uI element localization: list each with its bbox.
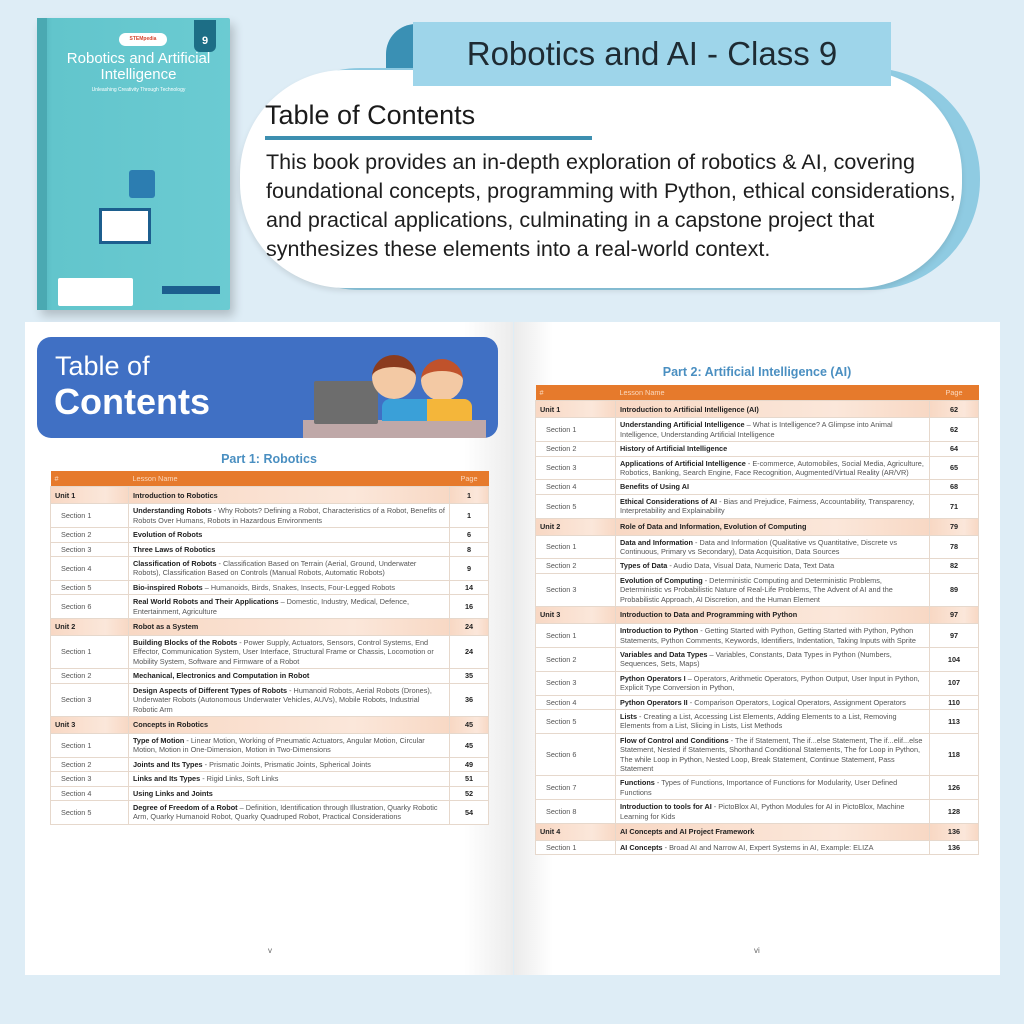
lesson-cell xyxy=(129,716,450,733)
lesson-topics: – Humanoids, Birds, Snakes, Insects, Four-Legged Robots xyxy=(202,582,395,592)
lesson-title: Evolution of Robots xyxy=(133,530,203,540)
lesson-cell xyxy=(129,733,450,757)
page-number: 35 xyxy=(450,669,489,683)
lesson-title: Classification of Robots xyxy=(133,559,217,569)
cover-includes-box xyxy=(58,278,133,306)
page-number-right: vi xyxy=(754,946,760,955)
page-number: 126 xyxy=(930,776,979,800)
section-row xyxy=(536,733,979,776)
row-number: Unit 3 xyxy=(536,607,616,624)
lesson-cell xyxy=(129,557,450,581)
lesson-topics: - Comparison Operators, Logical Operators, Assignment Operators xyxy=(687,697,906,707)
section-row xyxy=(51,595,489,619)
table-header-row xyxy=(51,471,489,487)
lesson-cell xyxy=(129,772,450,786)
section-row xyxy=(51,528,489,542)
lesson-cell xyxy=(129,669,450,683)
section-row xyxy=(536,695,979,709)
lesson-cell xyxy=(616,695,930,709)
column-header-page: Page xyxy=(450,471,489,487)
row-number: Unit 1 xyxy=(536,401,616,418)
row-number: Section 3 xyxy=(536,671,616,695)
page-number: 68 xyxy=(930,480,979,494)
lesson-title: Applications of Artificial Intelligence xyxy=(620,458,746,468)
column-header-lesson: Lesson Name xyxy=(616,385,930,401)
toc-header-box xyxy=(37,337,498,438)
part-2-title: Part 2: Artificial Intelligence (AI) xyxy=(662,365,852,379)
lesson-cell xyxy=(616,709,930,733)
toc-table-part-2 xyxy=(535,385,979,855)
page-number: 64 xyxy=(930,442,979,456)
lesson-cell xyxy=(129,619,450,636)
row-number: Section 1 xyxy=(536,841,616,855)
cover-subtitle: Unleashing Creativity Through Technology xyxy=(91,87,186,93)
lesson-title: Understanding Artificial Intelligence xyxy=(620,420,745,430)
page-number: 71 xyxy=(930,494,979,518)
lesson-topics: – Definition, Identification through Illustration, Quarky Robotic Arm, Quarky Humanoid Robot, Quarky Quadruped Robot, Practical Considerations xyxy=(133,802,438,822)
lesson-cell xyxy=(616,442,930,456)
lesson-topics: - Data and Information (Qualitative vs Quantitative, Discrete vs Continuous, Primary vs Secondary), Data Acquisition, Data Sources xyxy=(620,537,897,557)
lesson-cell xyxy=(616,800,930,824)
lesson-title: Introduction to Python xyxy=(620,626,699,636)
section-row xyxy=(536,456,979,480)
lesson-title: Design Aspects of Different Types of Robots xyxy=(133,685,288,695)
page-number: 104 xyxy=(930,647,979,671)
page-number: 62 xyxy=(930,401,979,418)
book-spine xyxy=(37,18,47,310)
row-number: Section 4 xyxy=(51,557,129,581)
row-number: Section 3 xyxy=(51,542,129,556)
page-number: 14 xyxy=(450,580,489,594)
page-number: 1 xyxy=(450,487,489,504)
lesson-cell xyxy=(129,580,450,594)
page-number: 128 xyxy=(930,800,979,824)
section-row xyxy=(51,757,489,771)
lesson-title: Robot as a System xyxy=(133,622,199,632)
lesson-title: Degree of Freedom of a Robot xyxy=(133,802,238,812)
kids-illustration-bodies xyxy=(382,399,472,421)
section-row xyxy=(536,624,979,648)
section-row xyxy=(536,573,979,606)
section-row xyxy=(536,709,979,733)
section-row xyxy=(536,494,979,518)
lesson-cell xyxy=(616,776,930,800)
row-number: Section 6 xyxy=(536,733,616,776)
lesson-cell xyxy=(616,494,930,518)
heading-underline xyxy=(265,136,592,140)
lesson-title: Types of Data xyxy=(620,561,668,571)
page-number: 8 xyxy=(450,542,489,556)
lesson-cell xyxy=(616,607,930,624)
lesson-title: Bio-inspired Robots xyxy=(133,582,203,592)
row-number: Section 1 xyxy=(536,535,616,559)
lesson-cell xyxy=(616,624,930,648)
page-number: 24 xyxy=(450,619,489,636)
section-row xyxy=(536,800,979,824)
lesson-topics: - Prismatic Joints, Prismatic Joints, Spherical Joints xyxy=(202,759,371,769)
cover-authored-bar xyxy=(162,286,220,294)
section-row xyxy=(536,418,979,442)
lesson-cell xyxy=(616,573,930,606)
row-number: Section 1 xyxy=(51,636,129,669)
row-number: Section 2 xyxy=(51,669,129,683)
row-number: Section 4 xyxy=(536,695,616,709)
kids-illustration-boy xyxy=(372,355,416,399)
row-number: Section 5 xyxy=(51,580,129,594)
unit-row xyxy=(51,487,489,504)
toc-table-part-1 xyxy=(50,471,489,825)
lesson-topics: - E-commerce, Automobiles, Social Media, Agriculture, Robotics, Banking, Search Engine, Face Recognition, Augmented/Virtual Reality (AR/VR) xyxy=(620,458,924,478)
lesson-cell xyxy=(616,480,930,494)
page-number: 89 xyxy=(930,573,979,606)
page-number: 136 xyxy=(930,824,979,841)
section-row xyxy=(51,542,489,556)
page-number: 36 xyxy=(450,683,489,716)
cover-illustration-avatar xyxy=(129,170,155,198)
lesson-topics: – What is Intelligence? A Glimpse into Animal Intelligence, Understanding Artificial Intelligence xyxy=(620,420,893,439)
lesson-topics: – Variables, Constants, Data Types in Python (Numbers, Sequences, Sets, Maps) xyxy=(620,649,892,669)
banner-title: Robotics and AI - Class 9 xyxy=(413,22,891,86)
lesson-cell xyxy=(616,418,930,442)
table-header-row xyxy=(536,385,979,401)
page-number: 110 xyxy=(930,695,979,709)
row-number: Section 4 xyxy=(536,480,616,494)
toc-header-line1: Table of xyxy=(55,351,150,381)
page-number: 97 xyxy=(930,624,979,648)
page-number: 78 xyxy=(930,535,979,559)
section-row xyxy=(51,733,489,757)
page-number: 6 xyxy=(450,528,489,542)
column-header-number: # xyxy=(51,471,129,487)
lesson-cell xyxy=(129,757,450,771)
publisher-logo: STEMpedia xyxy=(119,33,167,46)
grade-badge: 9 xyxy=(194,20,216,52)
section-row xyxy=(536,559,979,573)
lesson-cell xyxy=(616,841,930,855)
lesson-cell xyxy=(129,504,450,528)
lesson-topics: - Rigid Links, Soft Links xyxy=(200,774,279,784)
row-number: Unit 1 xyxy=(51,487,129,504)
page-number: 45 xyxy=(450,716,489,733)
lesson-cell xyxy=(129,487,450,504)
lesson-title: Evolution of Computing xyxy=(620,575,703,585)
lesson-title: History of Artificial Intelligence xyxy=(620,444,728,454)
column-header-page: Page xyxy=(930,385,979,401)
lesson-topics: - PictoBlox AI, Python Modules for AI in PictoBlox, Machine Learning for Kids xyxy=(620,802,905,821)
lesson-topics: - Types of Functions, Importance of Functions for Modularity, User Defined Functions xyxy=(620,778,898,797)
row-number: Section 3 xyxy=(51,683,129,716)
page-number-left: v xyxy=(268,946,272,955)
lesson-topics: - Creating a List, Accessing List Elements, Adding Elements to a List, Removing Elements from a List, Slicing in Lists, List Methods xyxy=(620,711,897,731)
lesson-title: Understanding Robots xyxy=(133,506,212,516)
row-number: Section 8 xyxy=(536,800,616,824)
row-number: Section 5 xyxy=(51,800,129,824)
page-number: 52 xyxy=(450,786,489,800)
book-cover-image xyxy=(37,18,230,310)
lesson-title: AI Concepts xyxy=(620,843,663,852)
right-page xyxy=(514,322,1000,975)
lesson-topics: – Domestic, Industry, Medical, Defence, Entertainment, Agriculture xyxy=(133,597,409,616)
row-number: Section 5 xyxy=(536,709,616,733)
page-number: 62 xyxy=(930,418,979,442)
lesson-title: Python Operators II xyxy=(620,697,688,707)
section-row xyxy=(536,480,979,494)
row-number: Section 4 xyxy=(51,786,129,800)
section-row xyxy=(536,535,979,559)
lesson-cell xyxy=(129,786,450,800)
intro-text: This book provides an in-depth exploration of robotics & AI, covering foundational concepts, programming with Python, ethical considerations, and practical applications, culminating in a capstone project that synthesizes these elements into a real-world context. xyxy=(266,150,956,261)
lesson-title: Introduction to tools for AI xyxy=(620,802,712,812)
lesson-title: Mechanical, Electronics and Computation in Robot xyxy=(133,671,310,681)
row-number: Section 6 xyxy=(51,595,129,619)
kids-illustration-computer xyxy=(314,381,378,424)
lesson-title: Three Laws of Robotics xyxy=(133,544,216,554)
lesson-title: Role of Data and Information, Evolution of Computing xyxy=(620,521,807,531)
section-row xyxy=(51,786,489,800)
section-row xyxy=(51,669,489,683)
lesson-title: Ethical Considerations of AI xyxy=(620,496,718,506)
lesson-cell xyxy=(616,401,930,418)
lesson-cell xyxy=(129,528,450,542)
lesson-topics: - Classification Based on Terrain (Aerial, Ground, Underwater Robots), Classification Based on Controls (Manual Robots, Automatic Robots) xyxy=(133,559,417,578)
section-row xyxy=(51,636,489,669)
page-number: 1 xyxy=(450,504,489,528)
cover-illustration-monitor xyxy=(99,208,151,244)
toc-header-line2: Contents xyxy=(54,381,210,422)
lesson-cell xyxy=(616,647,930,671)
part-1-title: Part 1: Robotics xyxy=(221,452,317,466)
unit-row xyxy=(536,518,979,535)
lesson-title: Flow of Control and Conditions xyxy=(620,735,729,745)
lesson-topics: - Bias and Prejudice, Fairness, Accountability, Transparency, Interpretability and Explainability xyxy=(620,496,915,516)
lesson-title: Functions xyxy=(620,778,655,788)
lesson-title: Introduction to Artificial Intelligence (AI) xyxy=(620,404,759,414)
lesson-cell xyxy=(129,683,450,716)
column-header-number: # xyxy=(536,385,616,401)
lesson-cell xyxy=(616,671,930,695)
lesson-cell xyxy=(129,800,450,824)
lesson-title: Real World Robots and Their Applications xyxy=(133,597,279,607)
section-row xyxy=(536,442,979,456)
lesson-cell xyxy=(129,542,450,556)
row-number: Section 3 xyxy=(536,456,616,480)
lesson-cell xyxy=(616,824,930,841)
page-number: 24 xyxy=(450,636,489,669)
lesson-title: Benefits of Using AI xyxy=(620,482,690,492)
page-number: 136 xyxy=(930,841,979,855)
lesson-title: Introduction to Data and Programming with Python xyxy=(620,610,798,620)
section-row xyxy=(51,504,489,528)
lesson-topics: - Broad AI and Narrow AI, Expert Systems in AI, Example: ELIZA xyxy=(662,843,874,852)
section-row xyxy=(536,776,979,800)
row-number: Section 3 xyxy=(536,573,616,606)
lesson-title: Links and Its Types xyxy=(133,774,201,784)
row-number: Section 2 xyxy=(536,559,616,573)
section-row xyxy=(51,580,489,594)
row-number: Section 1 xyxy=(51,733,129,757)
page-number: 118 xyxy=(930,733,979,776)
row-number: Section 1 xyxy=(536,418,616,442)
lesson-topics: - Audio Data, Visual Data, Numeric Data, Text Data xyxy=(667,561,835,571)
page-number: 65 xyxy=(930,456,979,480)
unit-row xyxy=(536,824,979,841)
row-number: Unit 4 xyxy=(536,824,616,841)
lesson-title: Variables and Data Types xyxy=(620,649,708,659)
lesson-title: Using Links and Joints xyxy=(133,788,213,798)
row-number: Section 2 xyxy=(51,757,129,771)
section-row xyxy=(536,671,979,695)
row-number: Section 2 xyxy=(51,528,129,542)
left-page xyxy=(25,322,513,975)
lesson-title: Joints and Its Types xyxy=(133,759,203,769)
cover-title: Robotics and Artificial Intelligence xyxy=(66,50,211,83)
row-number: Section 7 xyxy=(536,776,616,800)
lesson-cell xyxy=(616,456,930,480)
row-number: Unit 3 xyxy=(51,716,129,733)
page-number: 16 xyxy=(450,595,489,619)
lesson-topics: - Getting Started with Python, Getting Started with Python, Python Statements, Python Comments, Keywords, Identifiers, Indentation, Taking Inputs with Sprite xyxy=(620,626,916,645)
page-number: 82 xyxy=(930,559,979,573)
row-number: Unit 2 xyxy=(536,518,616,535)
page-number: 9 xyxy=(450,557,489,581)
lesson-topics: - Power Supply, Actuators, Sensors, Control Systems, End Effector, Communication System, User Interface, Structural Frame or Chassis, Locomotion or Mobility System, Software and Firmware of a Robot xyxy=(133,638,434,666)
lesson-topics: - Humanoid Robots, Aerial Robots (Drones), Underwater Robots (Autonomous Underwater Vehicles, AUVs), Mobile Robots, Industrial Robotic Arm xyxy=(133,685,432,714)
page-number: 107 xyxy=(930,671,979,695)
page-number: 97 xyxy=(930,607,979,624)
lesson-cell xyxy=(616,559,930,573)
lesson-title: Building Blocks of the Robots xyxy=(133,638,238,648)
intro-heading: Table of Contents xyxy=(265,100,476,130)
row-number: Unit 2 xyxy=(51,619,129,636)
kids-illustration-girl xyxy=(421,359,463,401)
intro-card xyxy=(240,70,962,288)
lesson-title: Data and Information xyxy=(620,537,693,547)
lesson-title: Introduction to Robotics xyxy=(133,490,218,500)
lesson-topics: - Linear Motion, Working of Pneumatic Actuators, Angular Motion, Circular Motion, Motion in One-Dimension, Motion in Two-Dimensions xyxy=(133,735,425,755)
row-number: Section 5 xyxy=(536,494,616,518)
unit-row xyxy=(536,607,979,624)
lesson-cell xyxy=(616,518,930,535)
page-number: 54 xyxy=(450,800,489,824)
unit-row xyxy=(536,401,979,418)
lesson-topics: – Operators, Arithmetic Operators, Python Output, User Input in Python, Explicit Type Conversion in Python, xyxy=(620,673,920,693)
lesson-topics: - The if Statement, The if...else Statement, The if...elif...else Statement, Nested if Statements, Shorthand Conditional Statements, The for Loop in Python, The while Loop in Python, Nested Loop, Break Statement, Continue Statement, Pass Statement xyxy=(620,735,923,773)
lesson-title: Type of Motion xyxy=(133,735,185,745)
row-number: Section 3 xyxy=(51,772,129,786)
row-number: Section 1 xyxy=(51,504,129,528)
page-number: 49 xyxy=(450,757,489,771)
row-number: Section 1 xyxy=(536,624,616,648)
section-row xyxy=(51,557,489,581)
unit-row xyxy=(51,716,489,733)
section-row xyxy=(51,772,489,786)
page-number: 79 xyxy=(930,518,979,535)
section-row xyxy=(536,647,979,671)
lesson-topics: - Why Robots? Defining a Robot, Characteristics of a Robot, Benefits of Robots Over Humans, Robots in Hazardous Environments xyxy=(133,506,445,525)
lesson-title: Python Operators I xyxy=(620,673,686,683)
lesson-cell xyxy=(616,733,930,776)
lesson-title: Lists xyxy=(620,711,638,721)
lesson-cell xyxy=(616,535,930,559)
lesson-cell xyxy=(129,595,450,619)
section-row xyxy=(536,841,979,855)
section-row xyxy=(51,800,489,824)
page-number: 113 xyxy=(930,709,979,733)
page-number: 45 xyxy=(450,733,489,757)
page-number: 51 xyxy=(450,772,489,786)
lesson-cell xyxy=(129,636,450,669)
unit-row xyxy=(51,619,489,636)
lesson-title: AI Concepts and AI Project Framework xyxy=(620,827,755,837)
lesson-topics: - Deterministic Computing and Deterministic Problems, Deterministic vs Probabilistic Nature of Real-Life Problems, The Advent of AI and the Probabilistic Approach, AI Discretion, and the Human Element xyxy=(620,575,893,604)
row-number: Section 2 xyxy=(536,647,616,671)
section-row xyxy=(51,683,489,716)
column-header-lesson: Lesson Name xyxy=(129,471,450,487)
lesson-title: Concepts in Robotics xyxy=(133,720,208,730)
row-number: Section 2 xyxy=(536,442,616,456)
